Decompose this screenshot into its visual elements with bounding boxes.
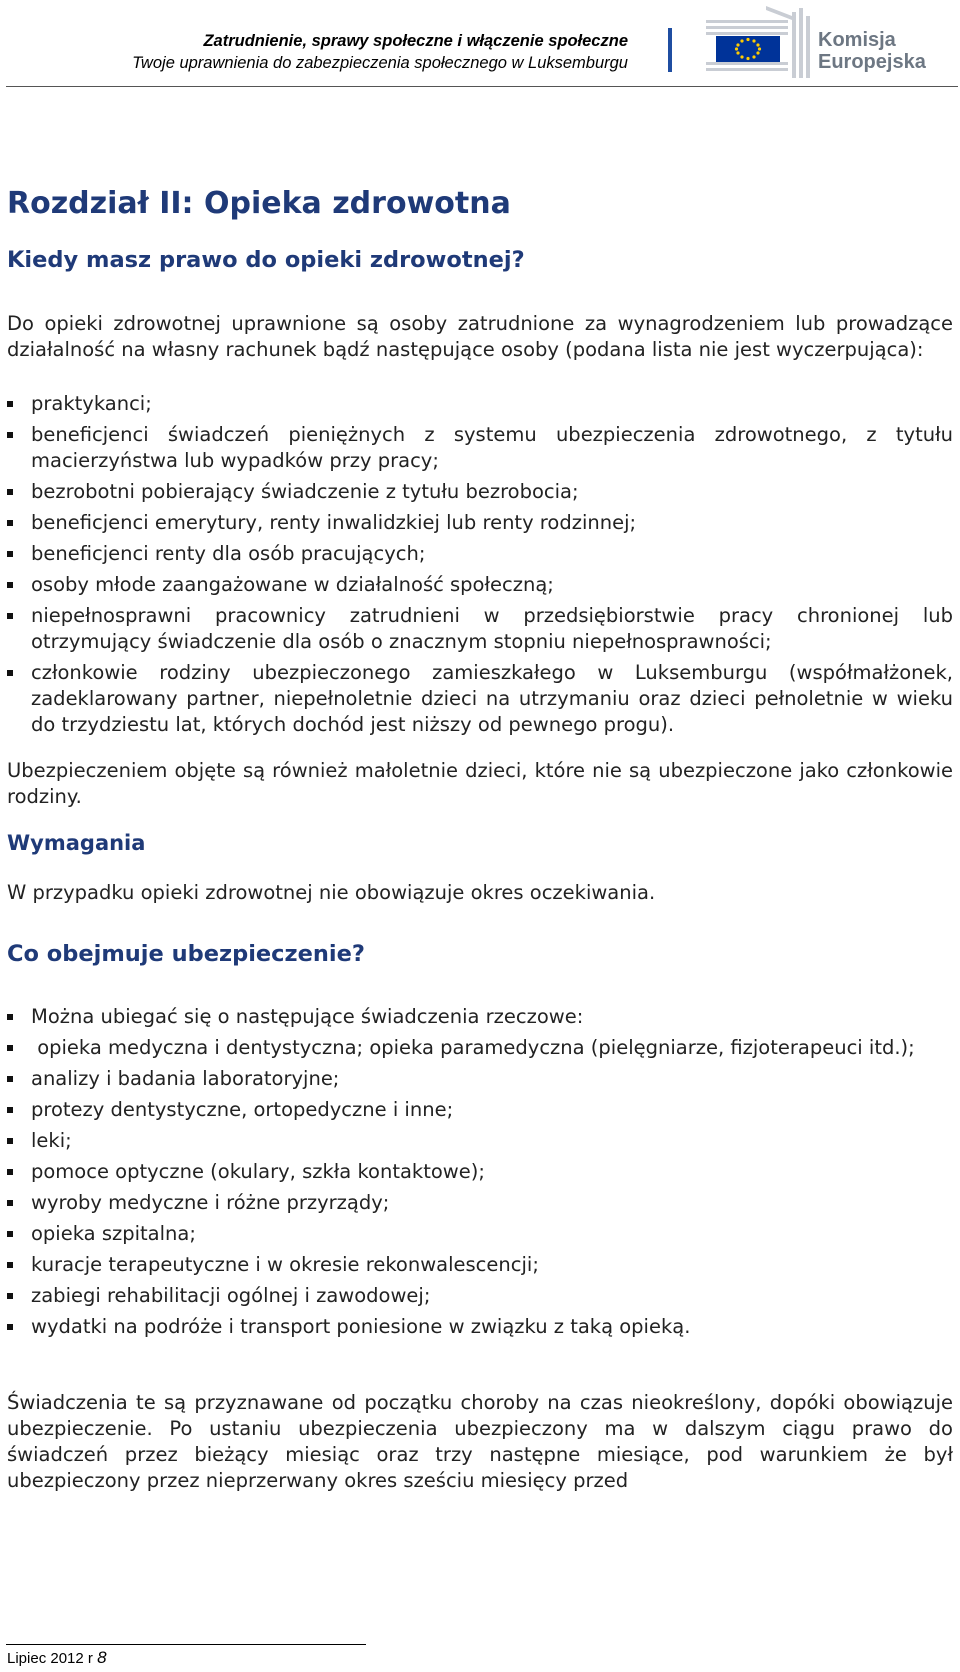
header-divider-bar (668, 28, 672, 72)
coverage-list (7, 1004, 953, 1340)
list-item: opieka szpitalna; (7, 1221, 953, 1247)
coverage-closing: Świadczenia te są przyznawane od początku choroby na czas nieokreślony, dopóki obowiązuje ubezpieczenie. Po ustaniu ubezpieczenia ubezpieczony ma w dalszym ciągu prawo do świadczeń przez bieżący miesiąc oraz trzy następne miesiące, pod warunkiem że był ubezpieczony przez nieprzerwany okres sześciu miesięcy przed (7, 1391, 953, 1492)
list-item: wyroby medyczne i różne przyrządy; (7, 1190, 953, 1216)
european-commission-logo (706, 6, 956, 82)
list-item: beneficjenci renty dla osób pracujących; (7, 541, 953, 567)
eligibility-list (7, 391, 953, 738)
list-item: beneficjenci emerytury, renty inwalidzkiej lub renty rodzinnej; (7, 510, 953, 536)
header-line-1: Zatrudnienie, sprawy społeczne i włączenie społeczne (203, 32, 628, 50)
footer-date: Lipiec 2012 r (7, 1650, 93, 1667)
logo-text-1: Komisja (818, 29, 896, 51)
list-item: Można ubiegać się o następujące świadczenia rzeczowe: (7, 1004, 953, 1030)
page-number: 8 (97, 1648, 107, 1667)
section-heading-eligibility: Kiedy masz prawo do opieki zdrowotnej? (7, 247, 525, 273)
list-item: wydatki na podróże i transport poniesione w związku z taką opieką. (7, 1314, 953, 1340)
page-header (0, 0, 960, 88)
eligibility-note: Ubezpieczeniem objęte są również małoletnie dzieci, które nie są ubezpieczone jako członkowie rodziny. (7, 759, 953, 808)
list-item: praktykanci; (7, 391, 953, 417)
footer-rule (6, 1644, 366, 1645)
list-item: niepełnosprawni pracownicy zatrudnieni w przedsiębiorstwie pracy chronionej lub otrzymujący świadczenie dla osób o znacznym stopniu niepełnosprawności; (7, 603, 953, 655)
list-item: kuracje terapeutyczne i w okresie rekonwalescencji; (7, 1252, 953, 1278)
list-item: pomoce optyczne (okulary, szkła kontaktowe); (7, 1159, 953, 1185)
list-item: protezy dentystyczne, ortopedyczne i inne; (7, 1097, 953, 1123)
page-footer (7, 1648, 107, 1668)
list-item: zabiegi rehabilitacji ogólnej i zawodowej; (7, 1283, 953, 1309)
eligibility-intro: Do opieki zdrowotnej uprawnione są osoby zatrudnione za wynagrodzeniem lub prowadzące działalność na własny rachunek bądź następujące osoby (podana lista nie jest wyczerpująca): (7, 312, 953, 361)
list-item: beneficjenci świadczeń pieniężnych z systemu ubezpieczenia zdrowotnego, z tytułu macierzyństwa lub wypadków przy pracy; (7, 422, 953, 474)
requirements-text: W przypadku opieki zdrowotnej nie obowiązuje okres oczekiwania. (7, 881, 656, 904)
header-line-2: Twoje uprawnienia do zabezpieczenia społecznego w Luksemburgu (132, 54, 628, 72)
list-item: bezrobotni pobierający świadczenie z tytułu bezrobocia; (7, 479, 953, 505)
list-item: członkowie rodziny ubezpieczonego zamieszkałego w Luksemburgu (współmałżonek, zadeklarowany partner, niepełnoletnie dzieci na utrzymaniu oraz dzieci pełnoletnie w wieku do trzydziestu lat, których dochód jest niższy od pewnego progu). (7, 660, 953, 738)
header-text (132, 30, 628, 74)
list-item: opieka medyczna i dentystyczna; opieka paramedyczna (pielęgniarze, fizjoterapeuci itd.); (7, 1035, 953, 1061)
requirements-heading: Wymagania (7, 831, 146, 855)
list-item: osoby młode zaangażowane w działalność społeczną; (7, 572, 953, 598)
list-item: analizy i badania laboratoryjne; (7, 1066, 953, 1092)
header-rule (6, 86, 958, 87)
chapter-title: Rozdział II: Opieka zdrowotna (7, 186, 511, 221)
list-item: leki; (7, 1128, 953, 1154)
section-heading-coverage: Co obejmuje ubezpieczenie? (7, 941, 365, 967)
logo-text-2: Europejska (818, 51, 926, 73)
